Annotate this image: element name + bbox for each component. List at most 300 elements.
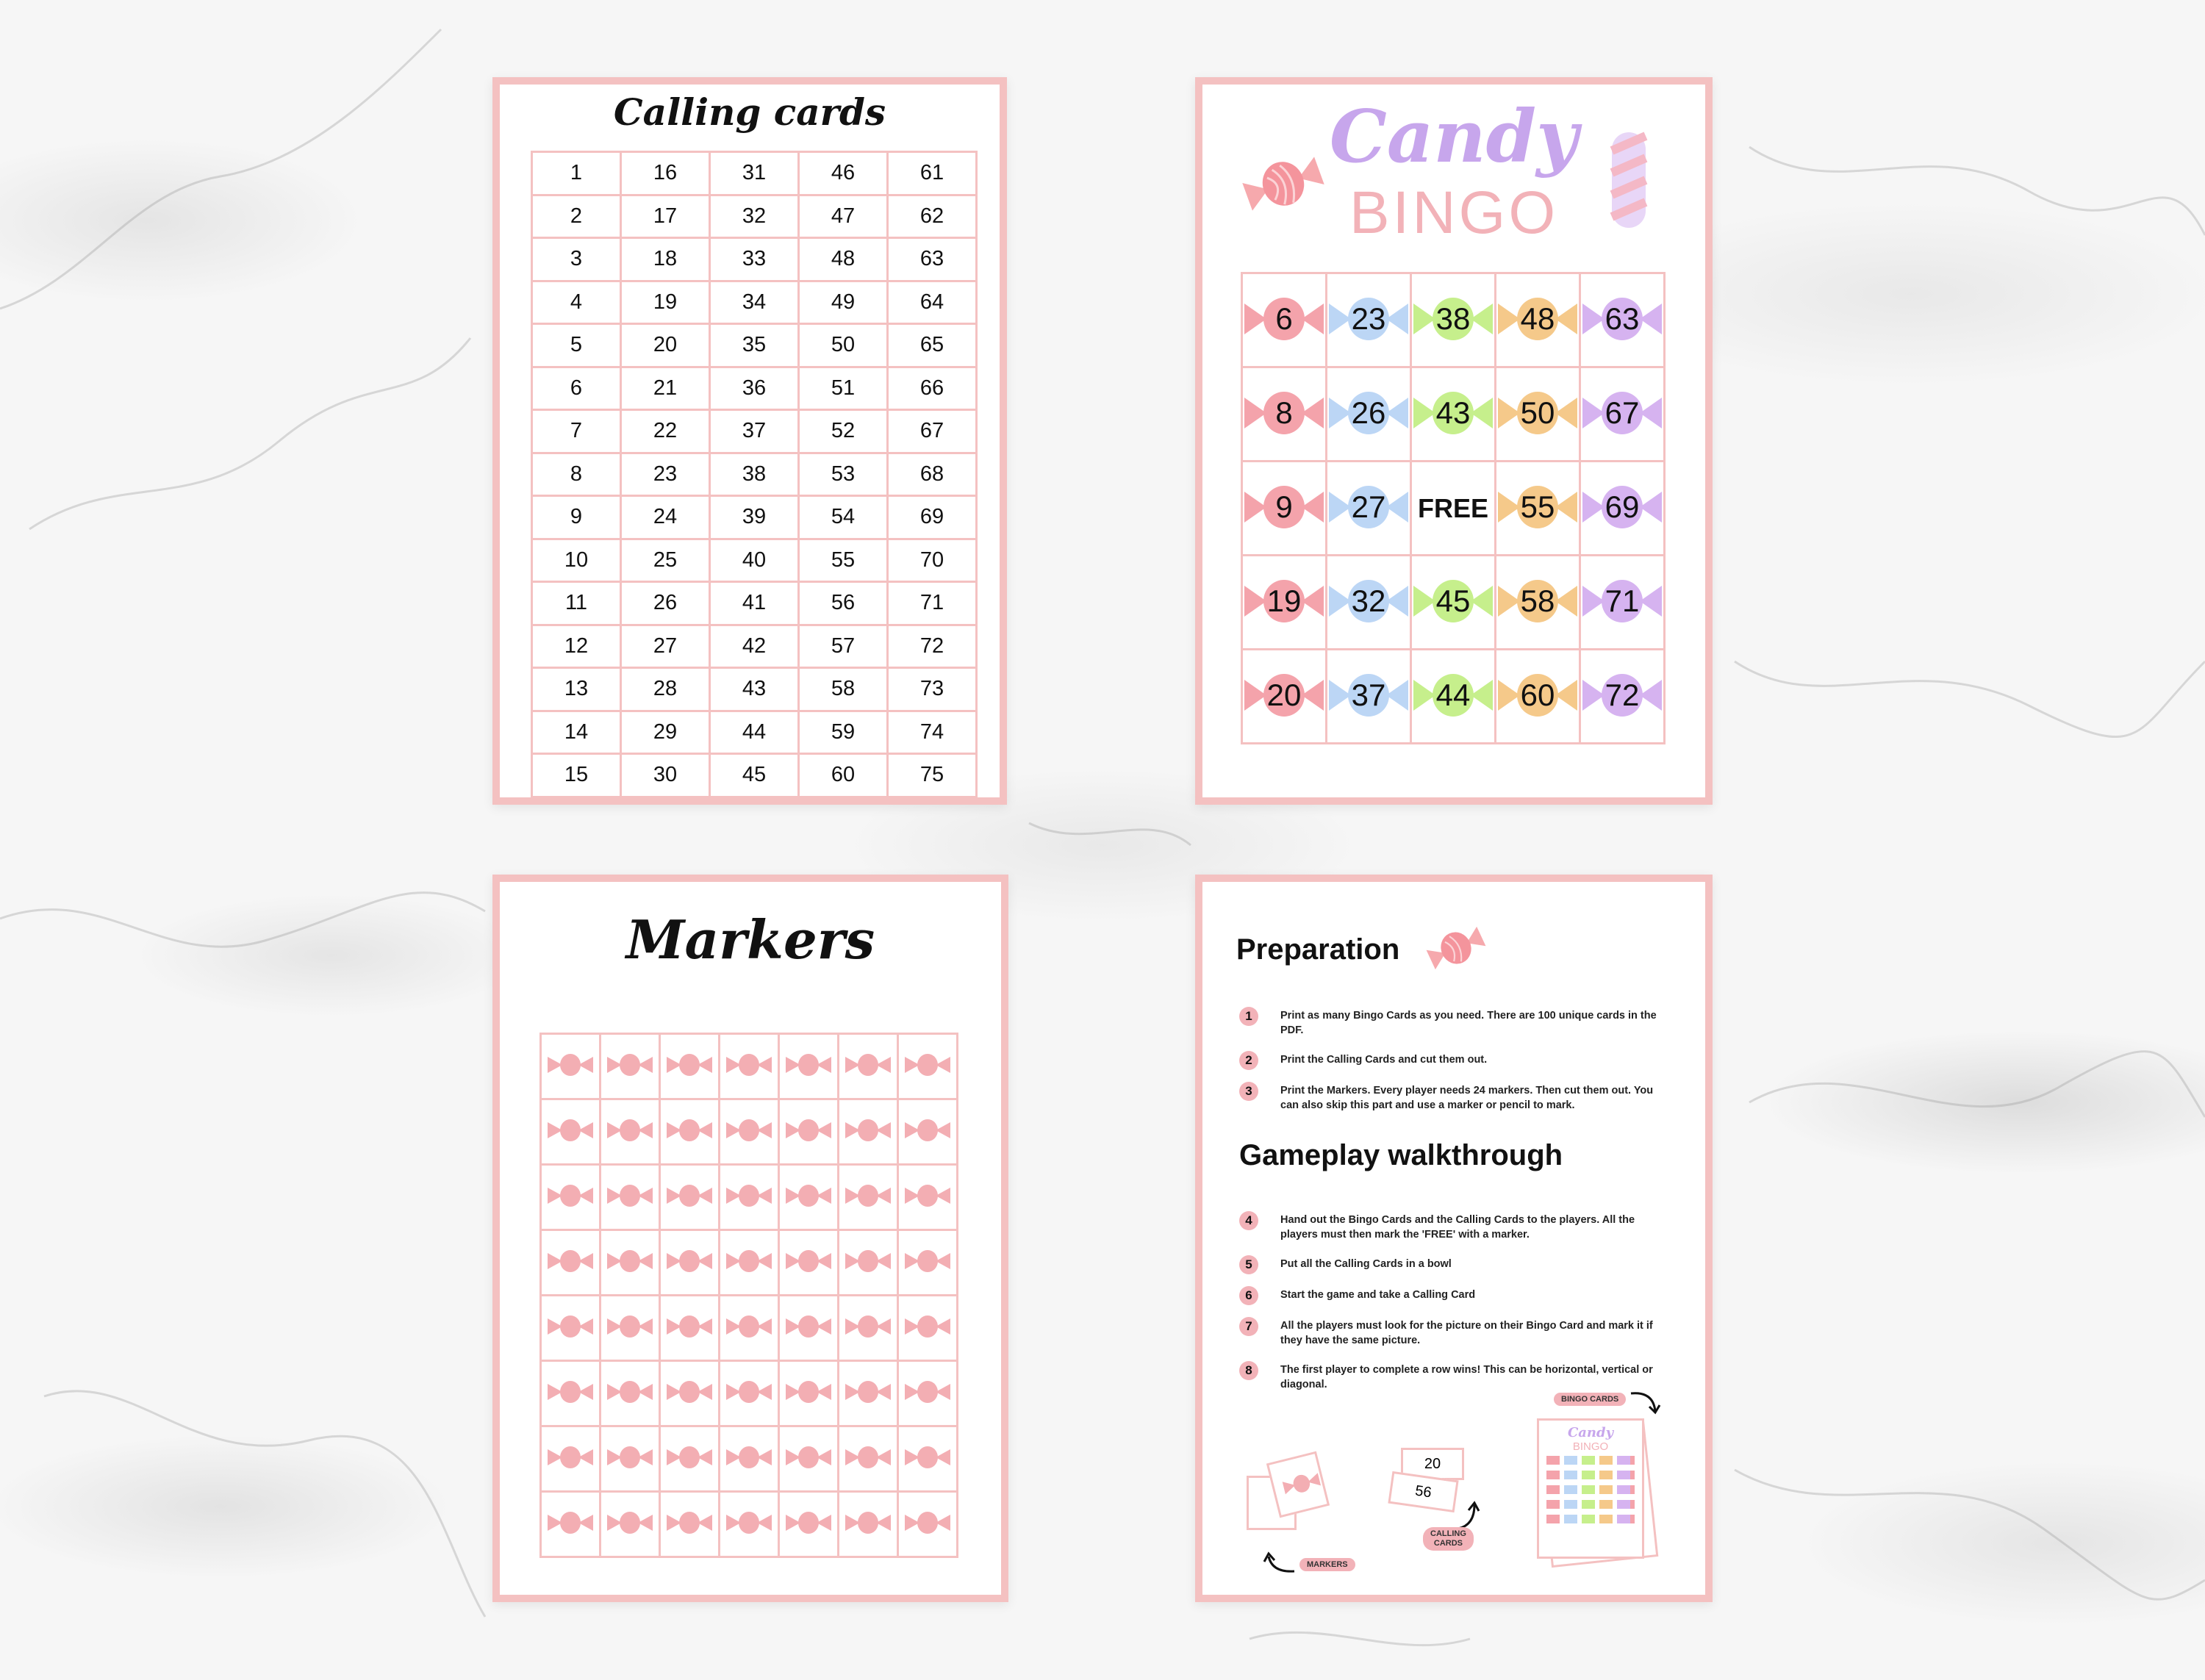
candy-marker-icon xyxy=(905,1446,950,1468)
marker-cell xyxy=(660,1034,720,1099)
candy-marker-icon xyxy=(905,1315,950,1338)
candy-marker-icon xyxy=(667,1119,712,1141)
marker-cell xyxy=(660,1426,720,1492)
marker-cell xyxy=(720,1296,779,1361)
calling-number: 66 xyxy=(888,367,977,410)
candy-marker-icon xyxy=(548,1119,593,1141)
markers-label: MARKERS xyxy=(1299,1558,1355,1571)
bingo-cell[interactable] xyxy=(1327,556,1411,650)
calling-number: 31 xyxy=(710,152,799,195)
candy-number-icon xyxy=(1413,392,1493,434)
markers-row xyxy=(541,1099,958,1165)
marker-cell xyxy=(660,1230,720,1296)
candy-marker-icon xyxy=(548,1512,593,1534)
candy-number-icon xyxy=(1329,298,1408,340)
candy-marker-icon xyxy=(548,1446,593,1468)
marker-cell xyxy=(660,1492,720,1557)
candy-number-icon xyxy=(1498,298,1577,340)
calling-number: 64 xyxy=(888,281,977,324)
calling-number: 32 xyxy=(710,195,799,238)
calling-number: 67 xyxy=(888,410,977,453)
marker-cell xyxy=(600,1165,660,1230)
candy-marker-icon xyxy=(786,1446,831,1468)
marker-cell xyxy=(898,1034,958,1099)
candy-number-icon xyxy=(1413,674,1493,717)
candy-marker-icon xyxy=(845,1381,891,1403)
calling-number: 40 xyxy=(710,539,799,582)
calling-number: 56 xyxy=(799,582,888,625)
marker-cell xyxy=(898,1165,958,1230)
marker-cell xyxy=(839,1492,898,1557)
bingo-number: 50 xyxy=(1520,395,1555,430)
free-space-label: FREE xyxy=(1417,492,1488,523)
bingo-cell[interactable] xyxy=(1496,650,1580,744)
marker-cell xyxy=(720,1361,779,1426)
step-number-badge: 7 xyxy=(1239,1317,1258,1336)
candy-number-icon xyxy=(1498,486,1577,528)
marker-cell xyxy=(541,1099,600,1165)
calling-number: 69 xyxy=(888,496,977,539)
calling-number: 5 xyxy=(532,324,621,367)
marker-cell xyxy=(779,1361,839,1426)
calling-number: 22 xyxy=(621,410,710,453)
marker-cell xyxy=(541,1492,600,1557)
calling-number: 45 xyxy=(710,754,799,797)
bingo-cell[interactable] xyxy=(1242,462,1327,556)
calling-number: 7 xyxy=(532,410,621,453)
candy-marker-icon xyxy=(726,1054,772,1076)
bingo-title: BINGO xyxy=(1349,179,1559,246)
candy-marker-icon xyxy=(726,1446,772,1468)
candy-marker-icon xyxy=(667,1381,712,1403)
candy-marker-icon xyxy=(905,1512,950,1534)
candy-number-icon xyxy=(1244,674,1324,717)
calling-number: 68 xyxy=(888,453,977,496)
candy-marker-icon xyxy=(786,1512,831,1534)
candy-marker-icon xyxy=(548,1315,593,1338)
bingo-number: 9 xyxy=(1275,489,1293,524)
calling-number: 12 xyxy=(532,625,621,668)
candy-number-icon xyxy=(1413,298,1493,340)
bingo-number: 71 xyxy=(1605,583,1640,618)
mini-candy-marker-icon xyxy=(1282,1471,1322,1496)
calling-number: 58 xyxy=(799,668,888,711)
bingo-number: 27 xyxy=(1351,489,1386,524)
step-text: Print the Calling Cards and cut them out. xyxy=(1280,1054,1488,1066)
calling-number: 70 xyxy=(888,539,977,582)
pink-candy-icon xyxy=(1423,919,1489,977)
calling-number: 9 xyxy=(532,496,621,539)
bingo-number: 69 xyxy=(1605,489,1640,524)
candy-number-icon xyxy=(1582,580,1662,622)
marker-cell xyxy=(600,1492,660,1557)
markers-page xyxy=(492,875,1008,1602)
calling-row xyxy=(532,195,977,238)
bingo-cell[interactable] xyxy=(1580,273,1665,367)
marker-cell xyxy=(839,1230,898,1296)
candy-marker-icon xyxy=(786,1381,831,1403)
marker-cell xyxy=(600,1361,660,1426)
marker-cell xyxy=(600,1426,660,1492)
mini-bingo-card xyxy=(1537,1418,1644,1559)
marker-cell xyxy=(898,1426,958,1492)
calling-number: 20 xyxy=(621,324,710,367)
candy-marker-icon xyxy=(845,1512,891,1534)
calling-number: 41 xyxy=(710,582,799,625)
calling-cards-table xyxy=(531,151,978,798)
calling-row xyxy=(532,539,977,582)
calling-number: 2 xyxy=(532,195,621,238)
step-number-badge: 2 xyxy=(1239,1051,1258,1070)
bingo-row xyxy=(1242,462,1665,556)
bingo-cell[interactable] xyxy=(1496,462,1580,556)
calling-number: 72 xyxy=(888,625,977,668)
calling-row xyxy=(532,152,977,195)
candy-number-icon xyxy=(1244,392,1324,434)
gameplay-heading: Gameplay walkthrough xyxy=(1239,1139,1563,1171)
candy-marker-icon xyxy=(726,1250,772,1272)
marker-cell xyxy=(541,1165,600,1230)
bingo-number: 8 xyxy=(1275,395,1293,430)
bingo-number: 23 xyxy=(1351,301,1386,336)
calling-number: 4 xyxy=(532,281,621,324)
bingo-number: 38 xyxy=(1435,301,1471,336)
calling-number: 23 xyxy=(621,453,710,496)
candy-marker-icon xyxy=(667,1054,712,1076)
bingo-cell[interactable] xyxy=(1242,273,1327,367)
step-number-badge: 1 xyxy=(1239,1007,1258,1026)
bingo-cell[interactable] xyxy=(1242,556,1327,650)
mini-bingo-title: BINGO xyxy=(1572,1440,1609,1453)
candy-marker-icon xyxy=(607,1250,653,1272)
candy-marker-icon xyxy=(786,1315,831,1338)
markers-row xyxy=(541,1296,958,1361)
bingo-row xyxy=(1242,367,1665,462)
bingo-cell[interactable] xyxy=(1411,462,1496,556)
step-text: Put all the Calling Cards in a bowl xyxy=(1280,1258,1452,1270)
mini-grid xyxy=(1546,1456,1635,1523)
candy-number-icon xyxy=(1413,580,1493,622)
step-number-badge: 6 xyxy=(1239,1286,1258,1305)
step-text: Print the Markers. Every player needs 24 markers. Then cut them out. You can also skip this part and use a marker or pencil to mark. xyxy=(1280,1085,1654,1111)
curved-arrow-icon xyxy=(1627,1388,1664,1417)
candy-number-icon xyxy=(1329,486,1408,528)
marker-cell xyxy=(839,1426,898,1492)
calling-number: 53 xyxy=(799,453,888,496)
candy-number-icon xyxy=(1498,580,1577,622)
calling-row xyxy=(532,410,977,453)
candy-marker-icon xyxy=(845,1185,891,1207)
candy-marker-icon xyxy=(548,1250,593,1272)
candy-marker-icon xyxy=(726,1315,772,1338)
bingo-cell[interactable] xyxy=(1327,462,1411,556)
mini-candy-title: Candy xyxy=(1567,1425,1614,1440)
markers-row xyxy=(541,1034,958,1099)
bingo-number: 43 xyxy=(1435,395,1471,430)
candy-marker-icon xyxy=(667,1315,712,1338)
calling-row xyxy=(532,582,977,625)
calling-number: 49 xyxy=(799,281,888,324)
step-number-badge: 3 xyxy=(1239,1082,1258,1101)
step-text: Start the game and take a Calling Card xyxy=(1280,1289,1476,1301)
candy-marker-icon xyxy=(786,1250,831,1272)
calling-number: 75 xyxy=(888,754,977,797)
candy-marker-icon xyxy=(607,1512,653,1534)
marker-cell xyxy=(779,1034,839,1099)
marker-cell xyxy=(660,1296,720,1361)
calling-number: 39 xyxy=(710,496,799,539)
marker-cell xyxy=(839,1361,898,1426)
markers-row xyxy=(541,1492,958,1557)
calling-number: 48 xyxy=(799,238,888,281)
marker-cell xyxy=(660,1361,720,1426)
marker-cell xyxy=(779,1426,839,1492)
marker-cell xyxy=(779,1296,839,1361)
marker-cell xyxy=(720,1165,779,1230)
bingo-cell[interactable] xyxy=(1327,367,1411,462)
calling-number: 8 xyxy=(532,453,621,496)
candy-number-icon xyxy=(1582,298,1662,340)
calling-number: 16 xyxy=(621,152,710,195)
calling-number: 11 xyxy=(532,582,621,625)
marker-cell xyxy=(600,1230,660,1296)
calling-row xyxy=(532,668,977,711)
candy-marker-icon xyxy=(607,1381,653,1403)
candy-marker-icon xyxy=(845,1315,891,1338)
candy-marker-icon xyxy=(548,1381,593,1403)
candy-number-icon xyxy=(1329,580,1408,622)
markers-row xyxy=(541,1165,958,1230)
calling-cards-page xyxy=(492,77,1007,805)
calling-row xyxy=(532,625,977,668)
bingo-number: 32 xyxy=(1351,583,1386,618)
bingo-cell[interactable] xyxy=(1242,367,1327,462)
calling-number: 36 xyxy=(710,367,799,410)
marker-cell xyxy=(541,1361,600,1426)
marker-cell xyxy=(541,1230,600,1296)
marker-cell xyxy=(898,1230,958,1296)
step-text: Print as many Bingo Cards as you need. There are 100 unique cards in the PDF. xyxy=(1280,1010,1657,1036)
candy-marker-icon xyxy=(786,1119,831,1141)
candy-marker-icon xyxy=(726,1512,772,1534)
mini-calling-card: 56 xyxy=(1388,1471,1458,1512)
candy-marker-icon xyxy=(548,1054,593,1076)
bingo-row xyxy=(1242,650,1665,744)
calling-number: 6 xyxy=(532,367,621,410)
calling-number: 57 xyxy=(799,625,888,668)
candy-marker-icon xyxy=(607,1054,653,1076)
candy-marker-icon xyxy=(845,1446,891,1468)
bingo-number: 45 xyxy=(1435,583,1471,618)
marker-cell xyxy=(541,1034,600,1099)
candy-number-icon xyxy=(1582,674,1662,717)
marker-cell xyxy=(839,1034,898,1099)
calling-row xyxy=(532,496,977,539)
calling-row xyxy=(532,711,977,754)
calling-number: 35 xyxy=(710,324,799,367)
calling-number: 47 xyxy=(799,195,888,238)
candy-number-icon xyxy=(1244,298,1324,340)
calling-number: 63 xyxy=(888,238,977,281)
calling-number: 29 xyxy=(621,711,710,754)
calling-number: 43 xyxy=(710,668,799,711)
marker-cell xyxy=(898,1492,958,1557)
calling-number: 26 xyxy=(621,582,710,625)
bingo-number: 20 xyxy=(1266,677,1302,712)
instructions-page xyxy=(1195,875,1713,1602)
calling-number: 51 xyxy=(799,367,888,410)
marker-cell xyxy=(720,1099,779,1165)
calling-number: 1 xyxy=(532,152,621,195)
calling-number: 74 xyxy=(888,711,977,754)
calling-number: 28 xyxy=(621,668,710,711)
bingo-cell[interactable] xyxy=(1496,367,1580,462)
marker-cell xyxy=(660,1099,720,1165)
calling-number: 19 xyxy=(621,281,710,324)
bingo-number: 44 xyxy=(1435,677,1471,712)
candy-marker-icon xyxy=(845,1054,891,1076)
calling-number: 46 xyxy=(799,152,888,195)
bingo-cell[interactable] xyxy=(1496,273,1580,367)
candy-marker-icon xyxy=(607,1315,653,1338)
calling-number: 33 xyxy=(710,238,799,281)
bingo-cell[interactable] xyxy=(1327,650,1411,744)
bingo-cell[interactable] xyxy=(1496,556,1580,650)
markers-title: Markers xyxy=(625,908,875,971)
candy-marker-icon xyxy=(905,1119,950,1141)
candy-marker-icon xyxy=(786,1185,831,1207)
candy-marker-icon xyxy=(607,1185,653,1207)
bingo-number: 72 xyxy=(1605,677,1640,712)
calling-row xyxy=(532,367,977,410)
calling-number: 62 xyxy=(888,195,977,238)
calling-number: 37 xyxy=(710,410,799,453)
bingo-number: 55 xyxy=(1520,489,1555,524)
calling-row xyxy=(532,324,977,367)
step-text: The first player to complete a row wins! This can be horizontal, vertical or diagonal. xyxy=(1280,1364,1653,1390)
candy-marker-icon xyxy=(607,1446,653,1468)
bingo-cell[interactable] xyxy=(1580,367,1665,462)
step-number-badge: 8 xyxy=(1239,1361,1258,1380)
calling-number: 54 xyxy=(799,496,888,539)
markers-row xyxy=(541,1361,958,1426)
candy-number-icon xyxy=(1498,392,1577,434)
candy-marker-icon xyxy=(726,1381,772,1403)
calling-number: 15 xyxy=(532,754,621,797)
calling-number: 3 xyxy=(532,238,621,281)
calling-number: 61 xyxy=(888,152,977,195)
calling-row xyxy=(532,238,977,281)
marker-cell xyxy=(779,1230,839,1296)
bingo-cell[interactable] xyxy=(1327,273,1411,367)
bingo-number: 6 xyxy=(1275,301,1293,336)
marker-cell xyxy=(600,1099,660,1165)
calling-cards-label xyxy=(1423,1527,1474,1551)
candy-marker-icon xyxy=(726,1185,772,1207)
candy-number-icon xyxy=(1244,486,1324,528)
calling-number: 59 xyxy=(799,711,888,754)
markers-grid xyxy=(539,1033,958,1558)
bingo-row xyxy=(1242,556,1665,650)
bingo-number: 48 xyxy=(1520,301,1555,336)
marker-cell xyxy=(720,1230,779,1296)
marker-cell xyxy=(839,1296,898,1361)
calling-row xyxy=(532,281,977,324)
candy-number-icon xyxy=(1582,486,1662,528)
marker-cell xyxy=(541,1296,600,1361)
bingo-number: 37 xyxy=(1351,677,1386,712)
candy-marker-icon xyxy=(905,1054,950,1076)
candy-marker-icon xyxy=(726,1119,772,1141)
calling-number: 13 xyxy=(532,668,621,711)
calling-number: 27 xyxy=(621,625,710,668)
bingo-cell[interactable] xyxy=(1580,650,1665,744)
bingo-number: 58 xyxy=(1520,583,1555,618)
mini-calling-card: 20 xyxy=(1401,1448,1464,1480)
candy-number-icon xyxy=(1582,392,1662,434)
calling-number: 38 xyxy=(710,453,799,496)
candy-marker-icon xyxy=(667,1250,712,1272)
candy-marker-icon xyxy=(548,1185,593,1207)
candy-number-icon xyxy=(1244,580,1324,622)
candy-number-icon xyxy=(1329,392,1408,434)
marker-cell xyxy=(898,1099,958,1165)
calling-number: 25 xyxy=(621,539,710,582)
bingo-cell[interactable] xyxy=(1411,650,1496,744)
bingo-number: 63 xyxy=(1605,301,1640,336)
bingo-cell[interactable] xyxy=(1242,650,1327,744)
candy-marker-icon xyxy=(845,1250,891,1272)
calling-number: 14 xyxy=(532,711,621,754)
candy-marker-icon xyxy=(905,1250,950,1272)
calling-number: 73 xyxy=(888,668,977,711)
bingo-card-page xyxy=(1195,77,1713,805)
marker-cell xyxy=(600,1034,660,1099)
calling-number: 10 xyxy=(532,539,621,582)
calling-row xyxy=(532,754,977,797)
calling-number: 42 xyxy=(710,625,799,668)
candy-marker-icon xyxy=(905,1381,950,1403)
marker-cell xyxy=(839,1099,898,1165)
calling-number: 60 xyxy=(799,754,888,797)
bingo-cell[interactable] xyxy=(1411,556,1496,650)
calling-cards-label-line1: CALLING xyxy=(1430,1529,1466,1538)
calling-row xyxy=(532,453,977,496)
calling-number: 17 xyxy=(621,195,710,238)
bingo-number: 26 xyxy=(1351,395,1386,430)
marker-cell xyxy=(779,1099,839,1165)
bingo-cell[interactable] xyxy=(1411,273,1496,367)
candy-marker-icon xyxy=(786,1054,831,1076)
curved-arrow-icon xyxy=(1261,1551,1298,1576)
calling-number: 71 xyxy=(888,582,977,625)
calling-number: 34 xyxy=(710,281,799,324)
bingo-cards-label: BINGO CARDS xyxy=(1554,1393,1626,1406)
calling-number: 55 xyxy=(799,539,888,582)
bingo-row xyxy=(1242,273,1665,367)
marker-cell xyxy=(839,1165,898,1230)
bingo-cell[interactable] xyxy=(1580,462,1665,556)
calling-number: 52 xyxy=(799,410,888,453)
marker-cell xyxy=(898,1296,958,1361)
markers-row xyxy=(541,1426,958,1492)
bingo-cell[interactable] xyxy=(1580,556,1665,650)
step-text: Hand out the Bingo Cards and the Calling Cards to the players. All the players must then mark the 'FREE' with a marker. xyxy=(1280,1214,1635,1241)
bingo-cell[interactable] xyxy=(1411,367,1496,462)
calling-number: 44 xyxy=(710,711,799,754)
markers-row xyxy=(541,1230,958,1296)
marker-cell xyxy=(779,1165,839,1230)
